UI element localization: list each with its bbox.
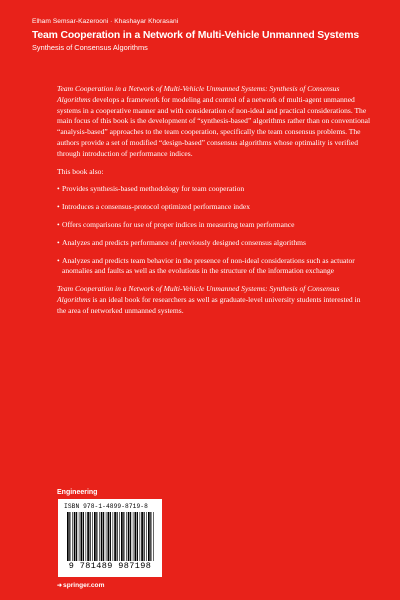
bullet-icon: • bbox=[57, 255, 60, 265]
bullets-intro: This book also: bbox=[57, 166, 104, 176]
bullet-icon: • bbox=[57, 202, 60, 212]
feature-text: Analyzes and predicts team behavior in the presence of non-ideal considerations such as actuator anomalies and faults as well as the evolutions in the structure of the information exchange bbox=[62, 255, 355, 276]
barcode-number: 9 781489 987198 bbox=[68, 561, 152, 571]
book-subtitle: Synthesis of Consensus Algorithms bbox=[32, 43, 148, 52]
publisher-name: springer.com bbox=[63, 582, 105, 589]
feature-item bbox=[57, 184, 371, 195]
bullet-icon: • bbox=[57, 219, 60, 229]
feature-text: Provides synthesis-based methodology for team cooperation bbox=[62, 184, 245, 194]
bullet-icon: • bbox=[57, 184, 60, 194]
description-paragraph bbox=[57, 84, 371, 160]
description-text: develops a framework for modeling and control of a network of multi-agent unmanned systems in a cooperative manner and with consideration of non-ideal and practical considerations. The main focus of this book is the development of “synthesis-based” algorithms rather than on conventional “analysis-based” approaches to the team cooperation, specifically the team consensus problems. The authors provide a set of modified “design-based” consensus algorithms whose optimality is verified through introduction of performance indices. bbox=[57, 94, 371, 158]
feature-text: Analyzes and predicts performance of previously designed consensus algorithms bbox=[62, 237, 306, 247]
feature-list bbox=[57, 184, 371, 277]
book-title: Team Cooperation in a Network of Multi-Vehicle Unmanned Systems bbox=[32, 30, 359, 41]
arrow-icon: ➜ bbox=[57, 583, 63, 589]
barcode bbox=[58, 499, 162, 577]
authors: Elham Semsar-Kazerooni · Khashayar Khorasani bbox=[32, 18, 179, 25]
isbn-label: ISBN 978-1-4899-8719-8 bbox=[64, 503, 148, 510]
description-title: Team Cooperation in a Network of Multi-Vehicle Unmanned Systems: Synthesis of Consensus Algorithms bbox=[57, 84, 340, 104]
closing-text: is an ideal book for researchers as well as graduate-level university students interested in the area of networked unmanned systems. bbox=[57, 294, 361, 315]
closing-title: Team Cooperation in a Network of Multi-Vehicle Unmanned Systems: Synthesis of Consensus Algorithms bbox=[57, 284, 340, 304]
feature-item bbox=[57, 256, 371, 278]
feature-item bbox=[57, 238, 371, 249]
feature-item bbox=[57, 202, 371, 213]
closing-paragraph bbox=[57, 284, 371, 316]
publisher-link[interactable] bbox=[57, 582, 104, 589]
feature-item bbox=[57, 220, 371, 231]
feature-text: Introduces a consensus-protocol optimized performance index bbox=[62, 202, 250, 212]
blurb bbox=[57, 84, 371, 317]
subject-category: Engineering bbox=[57, 489, 98, 496]
bullet-icon: • bbox=[57, 237, 60, 247]
feature-text: Offers comparisons for use of proper indices in measuring team performance bbox=[62, 219, 295, 229]
back-cover-header bbox=[32, 18, 372, 52]
